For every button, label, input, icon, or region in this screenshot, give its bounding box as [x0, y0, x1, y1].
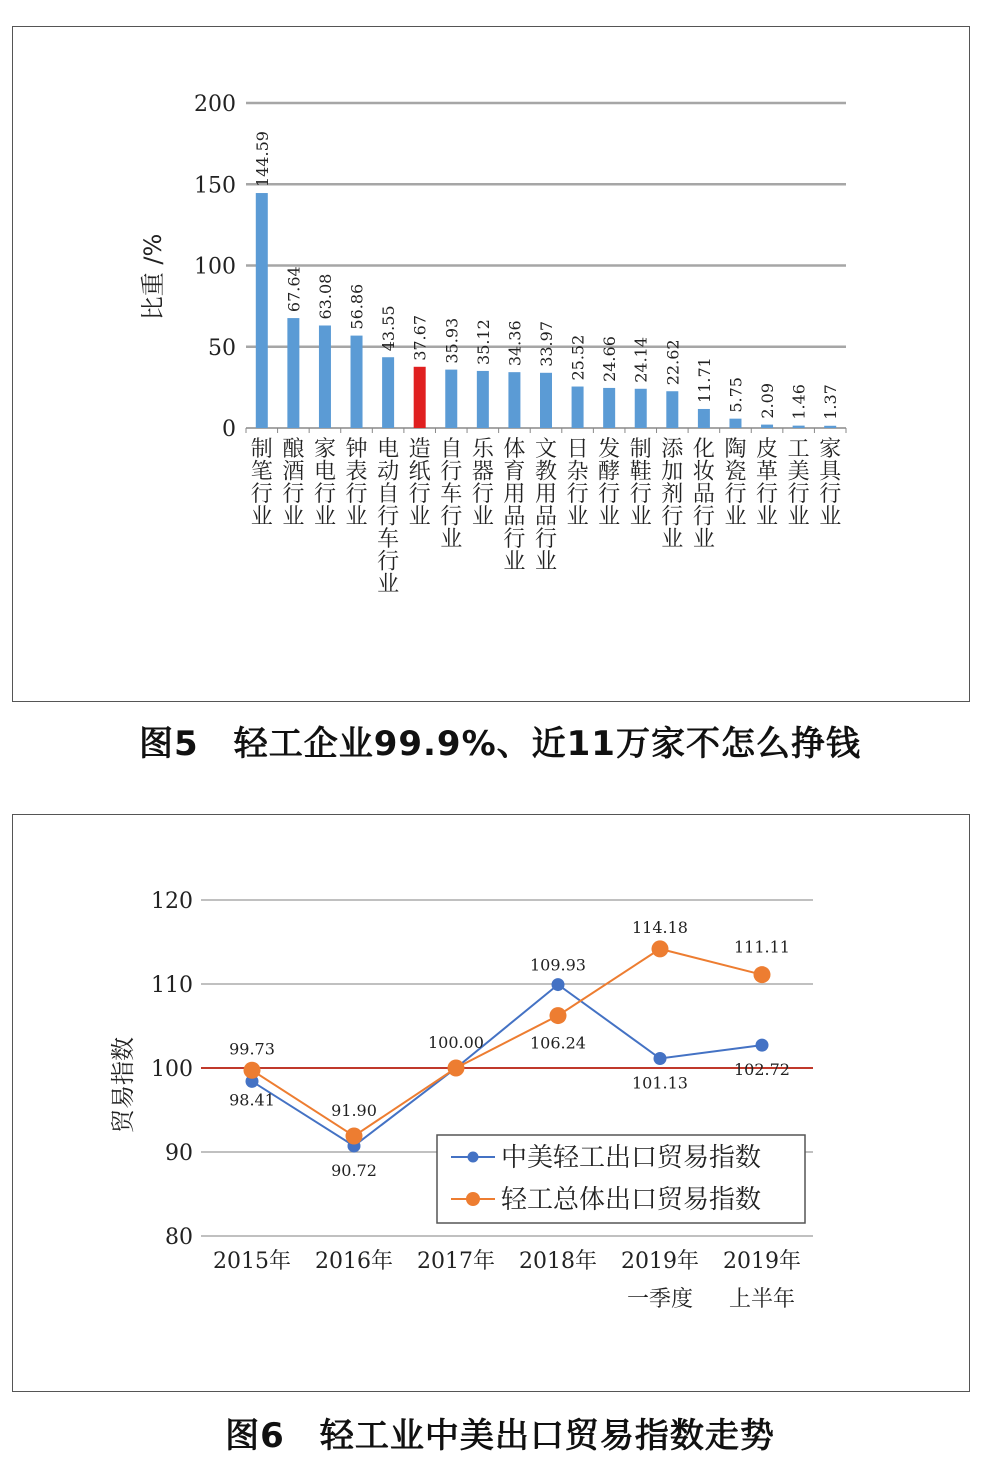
data-point	[448, 1060, 465, 1077]
x-category-label	[282, 437, 304, 530]
x-tick-label: 2019年	[723, 1249, 801, 1274]
x-category-char: 酿	[282, 437, 305, 462]
bar	[445, 370, 457, 428]
x-category-char: 品	[692, 482, 715, 507]
data-label: 99.73	[229, 1039, 275, 1059]
bar-value-label: 35.93	[442, 317, 462, 364]
x-category-char: 钟	[345, 437, 368, 462]
x-category-char: 动	[377, 459, 400, 485]
x-category-char: 行	[408, 482, 431, 507]
x-category-char: 用	[503, 482, 526, 507]
x-category-char: 造	[408, 437, 431, 462]
data-point	[346, 1128, 363, 1145]
x-category-char: 车	[377, 527, 400, 552]
x-category-char: 行	[440, 504, 463, 530]
x-category-label	[377, 437, 399, 597]
x-category-char: 行	[377, 549, 400, 575]
y-tick-label: 50	[208, 335, 236, 361]
x-category-char: 行	[724, 482, 747, 507]
y-axis-title: 贸易指数	[109, 1037, 137, 1133]
data-point	[652, 940, 669, 957]
x-category-label	[503, 437, 525, 575]
x-category-char: 家	[819, 437, 842, 462]
bar	[351, 336, 363, 428]
bar	[572, 387, 584, 428]
x-category-char: 器	[471, 459, 494, 485]
x-category-char: 业	[819, 504, 842, 530]
bar-value-label: 24.14	[631, 336, 651, 383]
y-tick-label: 80	[165, 1225, 193, 1250]
x-category-char: 行	[250, 482, 273, 507]
x-category-label	[440, 437, 462, 552]
bar-chart-panel	[12, 26, 970, 702]
x-category-char: 酵	[598, 459, 621, 485]
bar	[540, 373, 552, 428]
legend-marker	[468, 1152, 479, 1163]
x-category-char: 行	[661, 504, 684, 530]
x-category-char: 革	[756, 459, 779, 485]
data-label: 90.72	[331, 1160, 377, 1180]
x-category-char: 妆	[692, 459, 715, 485]
bar-value-label: 1.37	[821, 384, 841, 420]
bar-value-label: 33.97	[537, 320, 556, 367]
x-category-char: 陶	[724, 437, 747, 462]
x-category-char: 行	[598, 482, 621, 507]
bar-value-label: 22.62	[663, 339, 683, 386]
x-category-label	[472, 437, 495, 530]
bar-value-label: 2.09	[758, 382, 778, 419]
x-category-char: 业	[250, 504, 273, 530]
x-category-char: 体	[503, 437, 526, 462]
x-category-label	[598, 437, 620, 530]
x-category-char: 行	[377, 504, 400, 530]
x-category-char: 文	[534, 437, 558, 462]
figure6-caption: 图6 轻工业中美出口贸易指数走势	[225, 1416, 775, 1456]
data-label: 111.11	[734, 937, 790, 957]
x-category-char: 笔	[250, 459, 273, 485]
bar-value-label: 67.64	[284, 266, 304, 313]
y-tick-label: 120	[151, 889, 193, 914]
bar	[603, 388, 615, 428]
bar-value-label: 25.52	[568, 334, 588, 381]
bar-value-label: 5.75	[726, 377, 746, 413]
x-category-char: 化	[692, 437, 715, 462]
bar	[698, 409, 710, 428]
x-category-char: 自	[377, 482, 400, 507]
legend-label: 轻工总体出口贸易指数	[501, 1185, 762, 1215]
bar-value-label: 56.86	[347, 283, 367, 330]
x-category-label	[819, 437, 842, 530]
x-category-char: 具	[819, 459, 842, 485]
x-category-char: 业	[282, 504, 305, 530]
x-category-label	[535, 437, 557, 575]
x-category-label	[756, 437, 778, 530]
x-category-char: 表	[345, 459, 368, 485]
figure5-caption: 图5 轻工企业99.9%、近11万家不怎么挣钱	[139, 724, 861, 764]
bar	[793, 426, 805, 428]
x-category-char: 制	[629, 437, 652, 462]
x-category-char: 鞋	[629, 459, 652, 485]
x-category-char: 加	[661, 459, 684, 485]
bar-value-label: 11.71	[694, 357, 714, 403]
x-category-char: 美	[787, 459, 810, 485]
x-category-label	[409, 437, 431, 530]
x-category-char: 行	[819, 482, 842, 507]
x-category-char: 瓷	[724, 459, 747, 485]
data-point	[550, 1007, 567, 1024]
x-category-char: 行	[282, 482, 305, 507]
x-category-char: 业	[471, 504, 494, 530]
x-category-label	[314, 437, 336, 530]
bar	[824, 426, 836, 428]
x-category-char: 杂	[566, 459, 589, 485]
x-category-char: 酒	[282, 459, 305, 485]
x-category-char: 业	[629, 504, 652, 530]
x-tick-label-line2: 上半年	[728, 1287, 796, 1312]
legend-marker	[466, 1192, 480, 1206]
series-line	[252, 949, 762, 1136]
x-category-char: 业	[787, 504, 810, 530]
bar-value-label: 1.46	[789, 384, 809, 420]
data-label: 100.00	[428, 1033, 484, 1052]
data-point	[552, 978, 565, 991]
x-category-char: 业	[534, 549, 558, 575]
x-category-char: 制	[250, 437, 273, 462]
data-point	[754, 966, 771, 983]
x-category-char: 业	[440, 527, 463, 552]
legend	[437, 1135, 805, 1223]
bar	[287, 318, 299, 428]
x-category-char: 车	[440, 482, 463, 507]
x-tick-label: 2017年	[417, 1249, 495, 1274]
x-category-char: 自	[440, 437, 463, 462]
bar	[666, 391, 678, 428]
x-category-char: 业	[377, 572, 400, 597]
x-category-char: 业	[313, 504, 336, 530]
x-category-label	[724, 437, 746, 530]
x-category-char: 发	[598, 437, 621, 462]
bar-chart	[13, 27, 969, 701]
bar	[477, 371, 489, 428]
data-point	[654, 1052, 667, 1065]
x-category-char: 业	[408, 504, 431, 530]
bar-value-label: 35.12	[473, 319, 493, 365]
x-category-label	[661, 437, 684, 552]
data-label: 102.72	[734, 1060, 790, 1080]
bar	[319, 325, 331, 428]
x-category-char: 添	[661, 437, 684, 462]
x-category-char: 业	[661, 527, 684, 552]
y-tick-label: 200	[194, 92, 236, 117]
bar	[761, 425, 773, 428]
y-tick-label: 90	[165, 1141, 193, 1166]
x-category-char: 行	[345, 482, 368, 507]
x-category-char: 业	[503, 549, 526, 575]
bar-value-label: 43.55	[379, 305, 399, 352]
x-tick-label-line2: 一季度	[626, 1287, 694, 1312]
data-label: 109.93	[530, 955, 586, 975]
legend-label: 中美轻工出口贸易指数	[501, 1143, 762, 1173]
bar	[256, 193, 268, 428]
x-category-char: 业	[724, 504, 747, 530]
x-category-char: 教	[534, 459, 558, 485]
x-category-char: 行	[756, 482, 779, 507]
bar-value-label: 63.08	[315, 273, 335, 320]
bar-value-label: 34.36	[505, 320, 525, 367]
x-category-char: 业	[756, 504, 779, 530]
x-category-char: 业	[598, 504, 621, 530]
x-category-char: 家	[313, 437, 336, 462]
x-category-char: 日	[566, 437, 589, 462]
x-category-char: 业	[566, 504, 589, 530]
bar	[508, 372, 520, 428]
bar	[635, 389, 647, 428]
x-category-char: 业	[692, 527, 715, 552]
x-category-char: 用	[534, 482, 558, 507]
x-category-char: 剂	[661, 482, 684, 507]
x-category-char: 行	[692, 504, 715, 530]
x-category-char: 纸	[408, 459, 431, 485]
x-category-char: 行	[629, 482, 652, 507]
x-tick-label: 2015年	[213, 1249, 291, 1274]
bar-value-label: 37.67	[410, 314, 430, 361]
x-category-char: 品	[503, 504, 526, 530]
data-point	[756, 1039, 769, 1052]
y-tick-label: 0	[222, 417, 236, 442]
x-category-label	[630, 437, 652, 530]
x-category-char: 行	[503, 527, 526, 552]
bar	[729, 419, 741, 428]
y-tick-label: 150	[194, 173, 236, 199]
bar	[414, 367, 426, 428]
bar-value-label: 24.66	[600, 336, 620, 382]
x-category-char: 行	[440, 459, 463, 485]
data-label: 98.41	[229, 1090, 275, 1110]
x-category-char: 工	[787, 437, 810, 462]
x-category-char: 行	[534, 527, 558, 552]
x-category-char: 乐	[471, 437, 494, 462]
x-category-char: 行	[471, 482, 494, 507]
line-chart-panel	[12, 814, 970, 1392]
data-label: 101.13	[632, 1073, 688, 1093]
x-category-char: 电	[313, 459, 336, 485]
bar	[382, 357, 394, 428]
data-label: 91.90	[331, 1101, 377, 1121]
x-tick-label: 2019年	[621, 1249, 699, 1274]
x-tick-label: 2016年	[315, 1249, 393, 1274]
x-category-label	[788, 437, 810, 530]
data-point	[244, 1062, 261, 1079]
x-category-label	[693, 437, 715, 552]
series-line	[252, 985, 762, 1146]
x-category-char: 电	[377, 437, 400, 462]
x-category-char: 行	[313, 482, 336, 507]
bar-value-label: 144.59	[252, 131, 272, 188]
x-category-char: 行	[787, 482, 810, 507]
x-category-char: 育	[503, 459, 526, 485]
y-tick-label: 100	[151, 1057, 193, 1082]
line-chart	[13, 815, 969, 1391]
x-tick-label: 2018年	[519, 1249, 597, 1274]
data-label: 106.24	[530, 1033, 586, 1053]
x-category-char: 品	[534, 504, 558, 530]
x-category-char: 皮	[756, 437, 779, 462]
x-category-char: 行	[566, 482, 589, 507]
x-category-label	[251, 437, 273, 530]
data-label: 114.18	[632, 917, 688, 937]
x-category-label	[346, 437, 368, 530]
y-axis-title: 比重 /%	[139, 233, 167, 321]
y-tick-label: 100	[194, 254, 236, 280]
y-tick-label: 110	[151, 973, 193, 998]
x-category-label	[567, 437, 589, 530]
x-category-char: 业	[345, 504, 368, 530]
